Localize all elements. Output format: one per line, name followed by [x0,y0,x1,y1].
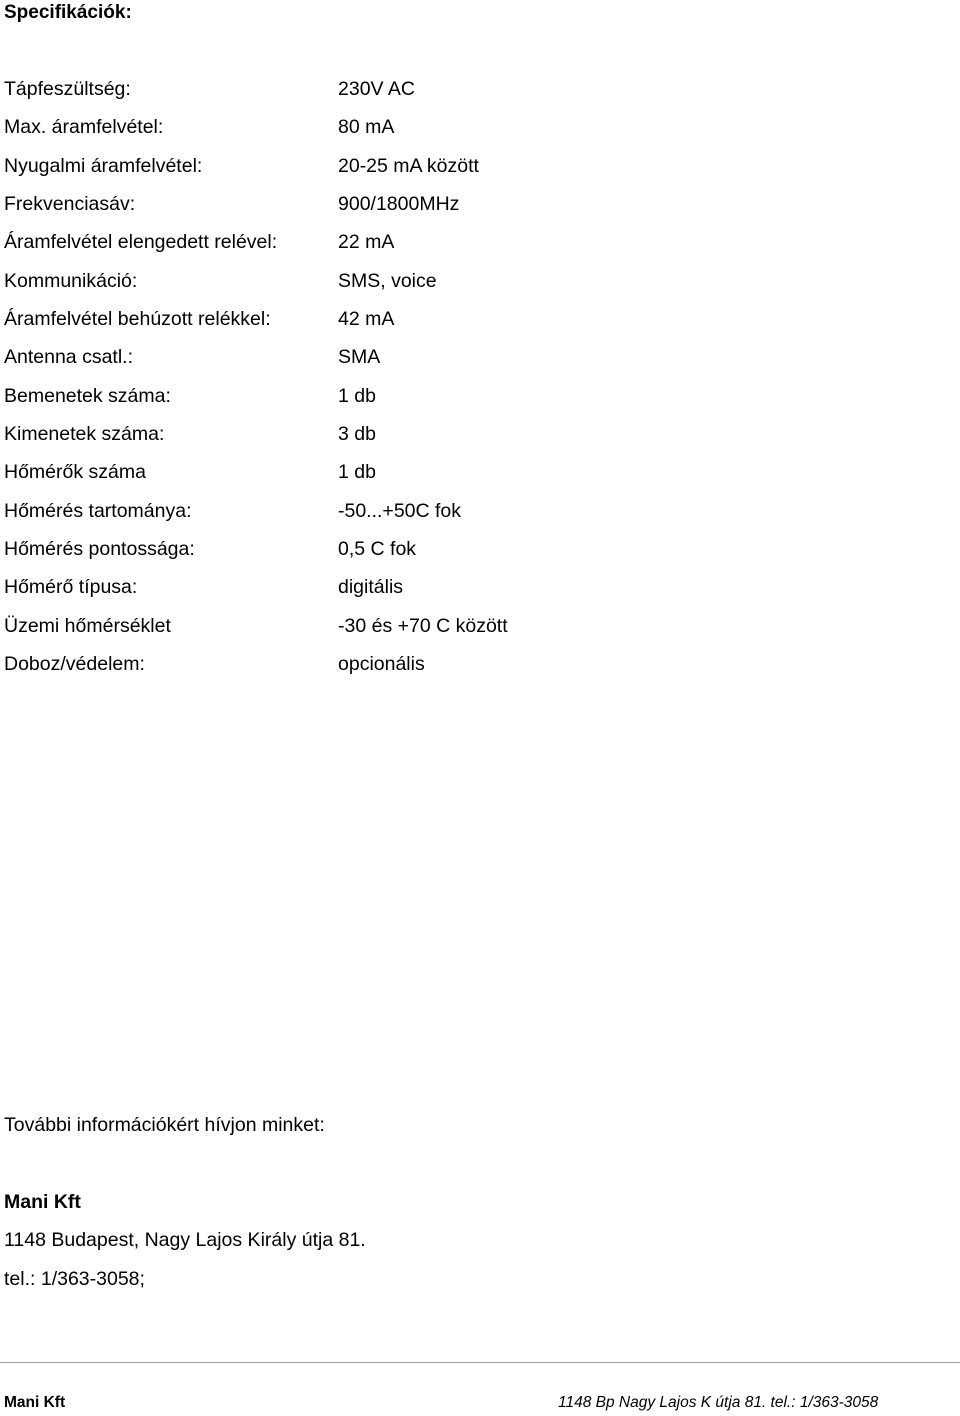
spec-label: Áramfelvétel elengedett relével: [4,231,278,254]
spec-list [4,75,944,689]
spec-row-frequency-band [4,190,944,228]
spec-value: SMA [338,346,381,369]
spec-label: Antenna csatl.: [4,346,133,369]
contact-intro: További információkért hívjon minket: [4,1114,325,1136]
spec-row-supply-voltage [4,75,944,113]
spec-value: digitális [338,576,404,599]
spec-label: Üzemi hőmérséklet [4,614,171,637]
spec-value: -30 és +70 C között [338,614,508,637]
spec-row-current-relay-released [4,228,944,266]
spec-value: opcionális [338,653,425,676]
spec-label: Doboz/védelem: [4,653,145,676]
spec-value: 42 mA [338,308,395,331]
spec-row-enclosure [4,650,944,688]
spec-row-thermometer-type [4,573,944,611]
spec-label: Max. áramfelvétel: [4,116,164,139]
spec-label: Hőmérés pontossága: [4,538,195,561]
spec-value: SMS, voice [338,269,437,292]
company-address: 1148 Budapest, Nagy Lajos Király útja 81. [4,1229,366,1251]
spec-value: 900/1800MHz [338,193,460,216]
company-name: Mani Kft [4,1191,81,1213]
spec-value: 230V AC [338,78,415,100]
footer-address: 1148 Bp Nagy Lajos K útja 81. tel.: 1/363-3058 [558,1394,879,1411]
spec-label: Tápfeszültség: [4,78,131,100]
footer-divider [0,1362,960,1363]
spec-value: 0,5 C fok [338,538,417,561]
spec-row-temperature-accuracy [4,535,944,573]
spec-row-idle-current [4,152,944,190]
spec-row-thermometers-count [4,458,944,496]
spec-row-temperature-range [4,497,944,535]
footer-company: Mani Kft [4,1394,66,1411]
spec-label: Hőmérő típusa: [4,576,138,599]
spec-row-inputs-count [4,382,944,420]
company-phone: tel.: 1/363-3058; [4,1268,145,1290]
spec-label: Hőmérők száma [4,461,146,484]
spec-value: 80 mA [338,116,395,139]
page-title: Specifikációk: [4,2,132,23]
spec-label: Kommunikáció: [4,269,138,292]
spec-value: 22 mA [338,231,395,254]
spec-row-outputs-count [4,420,944,458]
spec-value: 20-25 mA között [338,154,479,177]
spec-label: Hőmérés tartománya: [4,499,192,522]
spec-value: 3 db [338,423,376,446]
spec-row-operating-temperature [4,612,944,650]
spec-row-current-relays-engaged [4,305,944,343]
spec-value: 1 db [338,461,376,484]
spec-label: Nyugalmi áramfelvétel: [4,154,203,177]
spec-row-antenna-connector [4,343,944,381]
spec-label: Áramfelvétel behúzott relékkel: [4,308,271,331]
spec-row-max-current [4,113,944,151]
spec-label: Kimenetek száma: [4,423,165,446]
spec-value: 1 db [338,384,376,407]
spec-label: Frekvenciasáv: [4,193,136,216]
spec-label: Bemenetek száma: [4,384,171,407]
spec-row-communication [4,267,944,305]
spec-value: -50...+50C fok [338,499,462,522]
